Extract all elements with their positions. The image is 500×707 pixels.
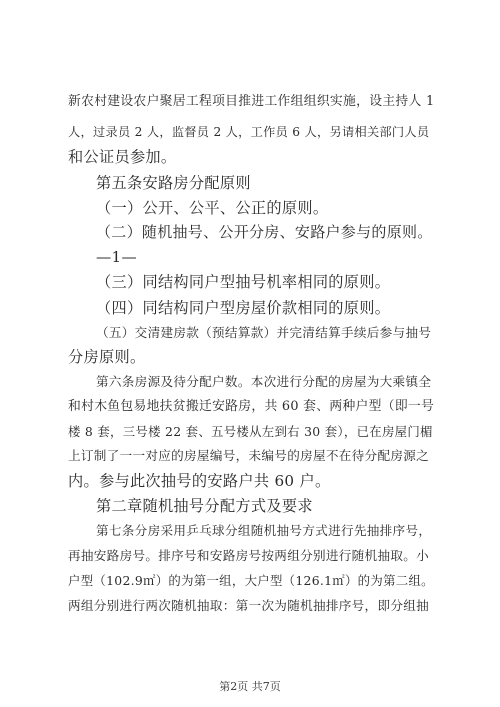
text-line-5: （一）公开、公平、公正的原则。: [96, 199, 329, 217]
text-line-21: 两组分别进行两次随机抽取：第一次为随机抽排序号，即分组抽: [68, 598, 430, 613]
text-line-8: （三）同结构同户型抽号机率相同的原则。: [96, 273, 391, 291]
chapter-heading: 第二章随机抽号分配方式及要求: [96, 497, 313, 515]
text-line-11: 分房原则。: [68, 348, 146, 366]
text-line-2: 人，过录员 2 人，监督员 2 人，工作员 6 人，另请相关部门人员: [68, 125, 430, 139]
text-line-3: 和公证员参加。: [68, 148, 177, 166]
text-line-13: 和村木鱼包易地扶贫搬迁安路房，共 60 套、两种户型（即一号: [68, 399, 435, 414]
text-line-16: 内。参与此次抽号的安路户共 60 户。: [68, 472, 331, 490]
page-footer: 第2页 共7页: [219, 680, 281, 693]
section-heading-article-5: 第五条安路房分配原则: [96, 174, 251, 192]
inline-page-marker: —1—: [96, 248, 137, 266]
text-line-1: 新农村建设农户聚居工程项目推进工作组组织实施，设主持人 1: [68, 94, 435, 109]
text-line-9: （四）同结构同户型房屋价款相同的原则。: [96, 299, 391, 317]
text-line-20: 户型（102.9㎡）的为第一组，大户型（126.1㎡）的为第二组。: [68, 573, 434, 588]
text-line-12: 第六条房源及待分配户数。本次进行分配的房屋为大乘镇全: [96, 374, 432, 389]
text-line-15: 上订制了一一对应的房屋编号，未编号的房屋不在待分配房源之: [68, 448, 430, 463]
text-line-6: （二）随机抽号、公开分房、安路户参与的原则。: [96, 223, 433, 241]
text-line-19: 再抽安路房号。排序号和安路房号按两组分别进行随机抽取。小: [68, 548, 430, 563]
text-line-18: 第七条分房采用乒乓球分组随机抽号方式进行先抽排序号，: [96, 523, 432, 538]
text-line-14: 楼 8 套，三号楼 22 套、五号楼从左到右 30 套），已在房屋门楣: [68, 424, 433, 439]
text-line-10: （五）交清建房款（预结算款）并完清结算手续后参与抽号: [96, 325, 432, 340]
